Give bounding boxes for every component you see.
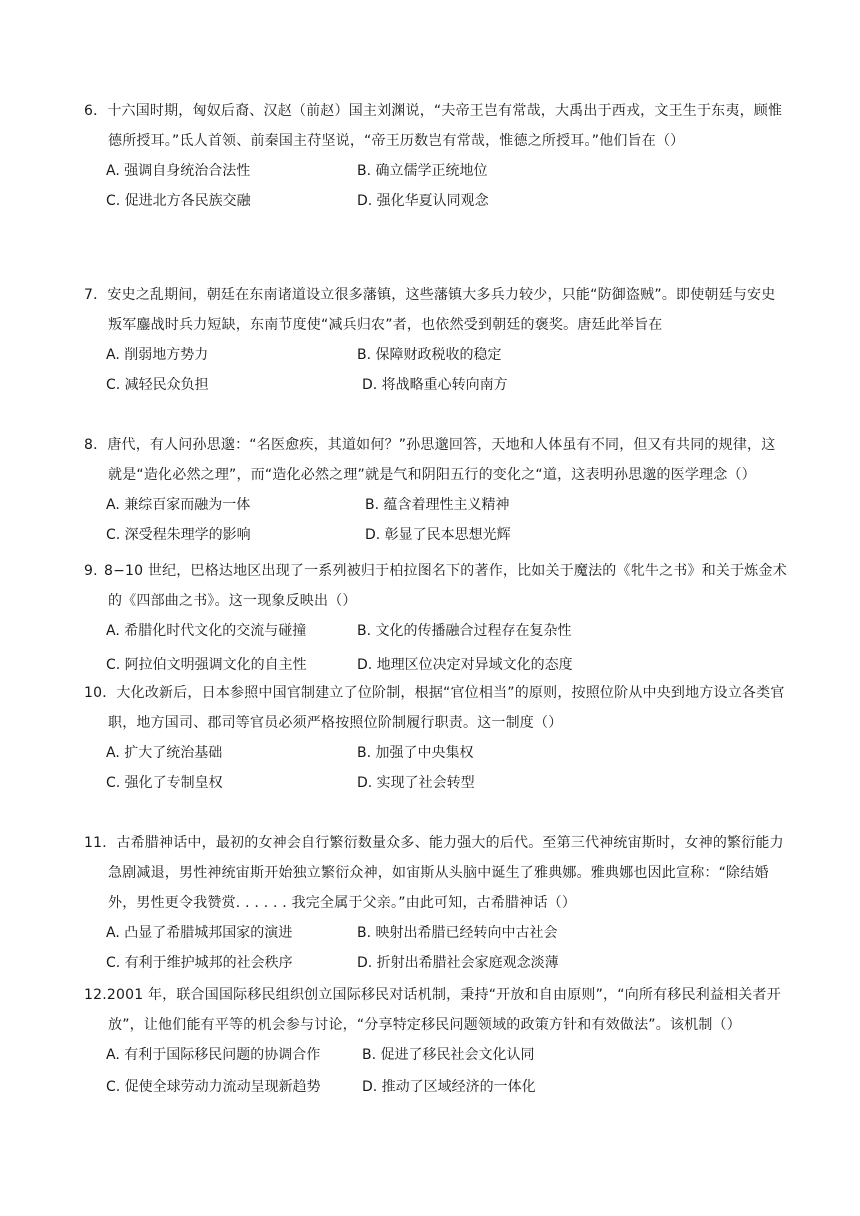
question-10 <box>0 678 860 798</box>
option-b[interactable]: B. 促进了移民社会文化认同 <box>362 1047 535 1063</box>
question-number: 9. <box>84 563 98 579</box>
option-c[interactable]: C. 阿拉伯文明强调文化的自主性 <box>106 657 307 673</box>
question-text: 唐代，有人问孙思邈：“名医愈疾，其道如何？”孙思邈回答，天地和人体虽有不同，但又有共同的规律，这就是“造化必然之理”，而“造化必然之理”就是气和阴阳五行的变化之“道，这表明孙思邈的医学理念（） <box>107 437 776 483</box>
question-stem <box>0 430 788 490</box>
options-row <box>0 650 860 680</box>
option-c[interactable]: C. 减轻民众负担 <box>106 377 209 393</box>
option-d[interactable]: D. 推动了区域经济的一体化 <box>362 1079 536 1095</box>
option-c[interactable]: C. 深受程朱理学的影响 <box>106 527 251 543</box>
options-row <box>0 948 860 978</box>
option-a[interactable]: A. 有利于国际移民问题的协调合作 <box>106 1047 321 1063</box>
question-7 <box>0 280 860 400</box>
option-b[interactable]: B. 保障财政税收的稳定 <box>357 347 502 363</box>
option-b[interactable]: B. 映射出希腊已经转向中古社会 <box>357 925 558 941</box>
option-b[interactable]: B. 加强了中央集权 <box>357 745 474 761</box>
options-row <box>0 1072 860 1102</box>
question-6 <box>0 96 860 216</box>
question-number: 10． <box>84 685 117 701</box>
question-11 <box>0 828 860 978</box>
option-d[interactable]: D. 折射出希腊社会家庭观念淡薄 <box>357 955 559 971</box>
options-row <box>0 370 860 400</box>
question-8 <box>0 430 860 550</box>
option-d[interactable]: D. 地理区位决定对异域文化的态度 <box>357 657 573 673</box>
options-row <box>0 340 860 370</box>
option-c[interactable]: C. 有利于维护城邦的社会秩序 <box>106 955 293 971</box>
question-stem <box>0 556 788 616</box>
option-c[interactable]: C. 强化了专制皇权 <box>106 775 223 791</box>
options-row <box>0 768 860 798</box>
question-stem <box>0 828 788 918</box>
option-a[interactable]: A. 削弱地方势力 <box>106 347 209 363</box>
options-row <box>0 738 860 768</box>
option-c[interactable]: C. 促进北方各民族交融 <box>106 193 251 209</box>
option-b[interactable]: B. 确立儒学正统地位 <box>357 163 488 179</box>
option-a[interactable]: A. 兼综百家而融为一体 <box>106 497 251 513</box>
options-row <box>0 1040 860 1070</box>
option-a[interactable]: A. 希腊化时代文化的交流与碰撞 <box>106 623 307 639</box>
question-number: 12. <box>84 987 107 1003</box>
question-number: 8． <box>84 437 108 453</box>
option-b[interactable]: B. 文化的传播融合过程存在复杂性 <box>357 623 572 639</box>
options-row <box>0 186 860 216</box>
option-b[interactable]: B. 蕴含着理性主义精神 <box>365 497 510 513</box>
question-stem <box>0 980 788 1040</box>
option-d[interactable]: D. 强化华夏认同观念 <box>357 193 489 209</box>
question-text: 大化改新后，日本参照中国官制建立了位阶制，根据“官位相当”的原则，按照位阶从中央到地方设立各类官职，地方国司、郡司等官员必须严格按照位阶制履行职责。这一制度（） <box>108 685 785 731</box>
question-text: 8−10 世纪，巴格达地区出现了一系列被归于柏拉图名下的著作，比如关于魔法的《牝牛之书》和关于炼金术的《四部曲之书》。这一现象反映出（） <box>104 563 787 609</box>
question-number: 11． <box>84 835 117 851</box>
question-9 <box>0 556 860 680</box>
question-text: 2001 年，联合国国际移民组织创立国际移民对话机制，秉持“开放和自由原则”，“向所有移民利益相关者开放”，让他们能有平等的机会参与讨论，“分享特定移民问题领域的政策方针和有效做法”。该机制（） <box>106 987 781 1033</box>
option-d[interactable]: D. 将战略重心转向南方 <box>362 377 508 393</box>
options-row <box>0 918 860 948</box>
question-12 <box>0 980 860 1102</box>
question-number: 6． <box>84 103 108 119</box>
option-d[interactable]: D. 实现了社会转型 <box>357 775 475 791</box>
question-stem <box>0 280 788 340</box>
option-a[interactable]: A. 强调自身统治合法性 <box>106 163 251 179</box>
option-c[interactable]: C. 促使全球劳动力流动呈现新趋势 <box>106 1079 321 1095</box>
question-stem <box>0 96 788 156</box>
option-d[interactable]: D. 彰显了民本思想光辉 <box>365 527 511 543</box>
question-text: 十六国时期，匈奴后裔、汉赵（前赵）国主刘渊说，“夫帝王岂有常哉，大禹出于西戎，文王生于东夷，顾惟德所授耳。”氐人首领、前秦国主苻坚说，“帝王历数岂有常哉，惟德之所授耳。”他们旨在（） <box>107 103 783 149</box>
options-row <box>0 490 860 520</box>
option-a[interactable]: A. 扩大了统治基础 <box>106 745 223 761</box>
option-a[interactable]: A. 凸显了希腊城邦国家的演进 <box>106 925 293 941</box>
question-number: 7． <box>84 287 108 303</box>
options-row <box>0 616 860 646</box>
options-row <box>0 520 860 550</box>
question-text: 古希腊神话中，最初的女神会自行繁衍数量众多、能力强大的后代。至第三代神统宙斯时，女神的繁衍能力急剧减退，男性神统宙斯开始独立繁衍众神，如宙斯从头脑中诞生了雅典娜。雅典娜也因此宣称：“除结婚外，男性更令我赞赏. . . . . . 我完全属于父亲。”由此可知，古希腊神话（） <box>108 835 784 911</box>
question-text: 安史之乱期间，朝廷在东南诸道设立很多藩镇，这些藩镇大多兵力较少，只能“防御盗贼”。即使朝廷与安史叛军鏖战时兵力短缺，东南节度使“减兵归农”者，也依然受到朝廷的褒奖。唐廷此举旨在 <box>107 287 776 333</box>
options-row <box>0 156 860 186</box>
question-stem <box>0 678 788 738</box>
